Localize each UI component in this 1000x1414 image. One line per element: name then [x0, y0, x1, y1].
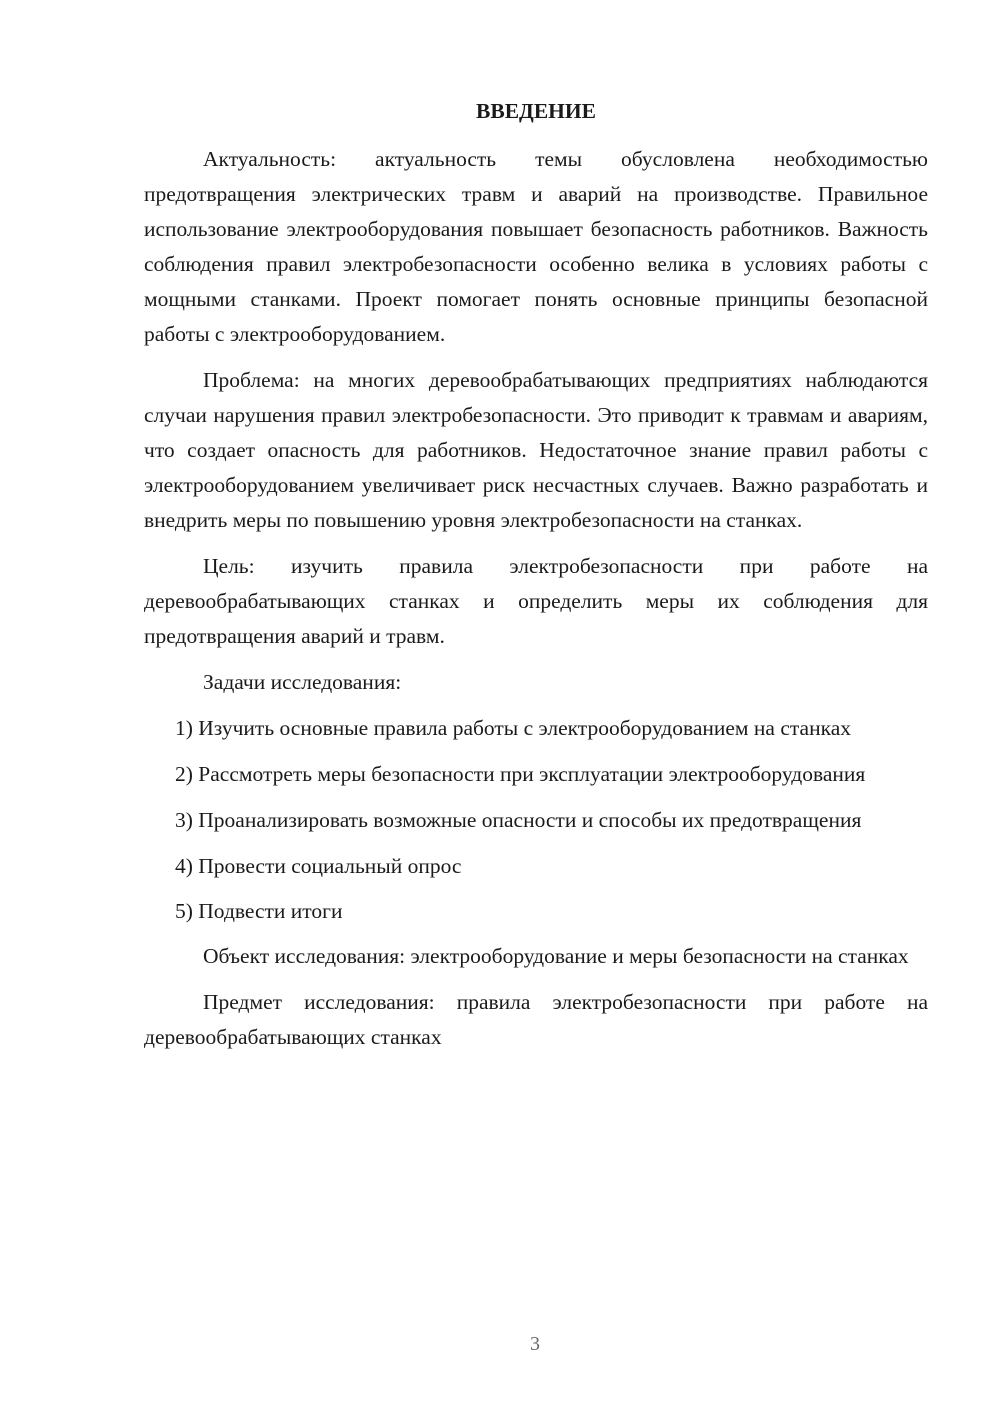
- page-content: [144, 96, 928, 1066]
- task-item-5: 5) Подвести итоги: [175, 899, 343, 923]
- paragraph-object: Объект исследования: электрооборудование и меры безопасности на станках: [203, 944, 909, 968]
- paragraph-goal: Цель: изучить правила электробезопасности при работе на деревообрабатывающих станках и определить меры их соблюдения для предотвращения аварий и травм.: [144, 554, 928, 648]
- page-number: 3: [530, 1333, 540, 1355]
- task-item-1: 1) Изучить основные правила работы с электрооборудованием на станках: [175, 716, 851, 740]
- page-title: ВВЕДЕНИЕ: [476, 99, 596, 123]
- paragraph-subject: Предмет исследования: правила электробезопасности при работе на деревообрабатывающих станках: [144, 990, 928, 1049]
- tasks-heading: Задачи исследования:: [203, 670, 402, 694]
- paragraph-problem: Проблема: на многих деревообрабатывающих предприятиях наблюдаются случаи нарушения правил электробезопасности. Это приводит к травмам и авариям, что создает опасность для работников. Недостаточное знание правил работы с электрооборудованием увеличивает риск несчастных случаев. Важно разработать и внедрить меры по повышению уровня электробезопасности на станках.: [144, 368, 928, 532]
- task-item-2: 2) Рассмотреть меры безопасности при эксплуатации электрооборудования: [175, 762, 866, 786]
- task-item-4: 4) Провести социальный опрос: [175, 854, 462, 878]
- paragraph-relevance: Актуальность: актуальность темы обусловлена необходимостью предотвращения электрических травм и аварий на производстве. Правильное использование электрооборудования повышает безопасность работников. Важность соблюдения правил электробезопасности особенно велика в условиях работы с мощными станками. Проект помогает понять основные принципы безопасной работы с электрооборудованием.: [144, 147, 928, 346]
- task-item-3: 3) Проанализировать возможные опасности и способы их предотвращения: [175, 808, 862, 832]
